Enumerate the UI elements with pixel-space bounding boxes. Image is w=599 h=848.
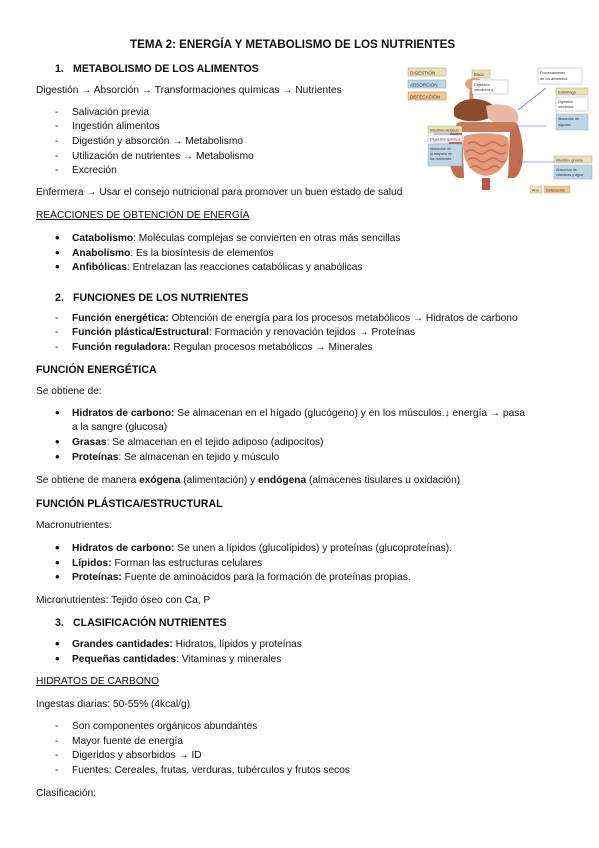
svg-text:ABSORCIÓN: ABSORCIÓN [410,82,438,88]
energetic-function-heading: FUNCIÓN ENERGÉTICA [36,364,157,376]
bullet-item: • Grasas: Se almacenan en el tejido adiposo (adipocitos) [72,437,323,448]
section-1-number: 1. [55,63,64,75]
svg-text:DEFECACIÓN: DEFECACIÓN [410,94,441,100]
bullet-item: • Catabolismo: Moléculas complejas se convierten en otras más sencillas [72,233,400,244]
bullet-item: • Anfibólicas: Entrelazan las reacciones catabólicas y anabólicas [72,262,363,273]
list-item: - Mayor fuente de energía [72,736,183,747]
classification-label: Clasificación: [36,788,97,799]
bullet-item: • Hidratos de carbono: Se almacenan en el hígado (glucógeno) y en los músculos.↓ energía → pasa [72,408,525,419]
bullet-item: • Proteínas: Se almacenan en tejido y músculo [72,452,279,463]
svg-text:Intestino delgado: Intestino delgado [430,128,459,133]
svg-text:mecánica: mecánica [558,105,574,109]
bullet-item: • Proteínas: Fuente de aminoácidos para la formación de proteínas propias. [72,572,411,583]
list-item: - Fuentes: Cereales, frutas, verduras, tubérculos y frutos secos [72,765,350,776]
list-item: - Digeridos y absorbidos → ID [72,750,202,761]
macronutrients-label: Macronutrientes: [36,520,112,531]
svg-text:Ano: Ano [532,188,539,193]
section-3-number: 3. [55,617,64,629]
svg-text:la mayoría de: la mayoría de [430,152,452,156]
svg-text:Digestión química: Digestión química [430,137,461,142]
svg-text:DIGESTIÓN: DIGESTIÓN [410,70,436,76]
svg-text:Intestino grueso: Intestino grueso [556,158,584,163]
svg-text:los nutrientes: los nutrientes [430,157,452,161]
svg-text:Absorción de: Absorción de [558,117,579,121]
bullet-item: • Lípidos: Forman las estructuras celulares [72,558,262,569]
digestive-system-figure [406,66,596,196]
carbohydrates-heading: HIDRATOS DE CARBONO [36,676,160,687]
list-item: - Función energética: Obtención de energía para los procesos metabólicos → Hidratos de carbono [72,313,518,324]
svg-text:Boca: Boca [474,72,484,77]
bullet-continuation: a la sangre (glucosa) [72,422,168,433]
list-item: - Ingestión alimentos [72,121,160,132]
section-2-heading: FUNCIONES DE LOS NUTRIENTES [73,292,249,304]
nurse-note: Enfermera → Usar el consejo nutricional para promover un buen estado de salud [36,187,403,198]
section-3-heading: CLASIFICACIÓN NUTRIENTES [73,617,227,629]
energy-source-note: Se obtiene de manera exógena (alimentación) y endógena (almacenes tisulares u oxidación) [36,475,461,486]
svg-text:de los alimentos: de los alimentos [540,77,568,81]
section-2-number: 2. [55,292,64,304]
bullet-item: • Grandes cantidades: Hidratos, lípidos y proteínas [72,639,302,650]
reactions-heading: REACCIONES DE OBTENCIÓN DE ENERGÍA [36,210,250,221]
plastic-function-heading: FUNCIÓN PLÁSTICA/ESTRUCTURAL [36,498,223,510]
list-item: - Utilización de nutrientes → Metabolismo [72,151,254,162]
svg-text:Digestión: Digestión [474,83,490,87]
section-1-heading: METABOLISMO DE LOS ALIMENTOS [73,63,259,75]
list-item: - Función plástica/Estructural: Formación y renovación tejidos → Proteínas [72,327,415,338]
svg-text:Absorción de: Absorción de [556,168,577,172]
svg-text:Procesamiento: Procesamiento [540,71,566,75]
page-title: TEMA 2: ENERGÍA Y METABOLISMO DE LOS NUTRIENTES [130,38,456,51]
svg-text:vitaminas y agua: vitaminas y agua [556,173,583,177]
svg-text:mecánica y: mecánica y [474,88,494,92]
daily-intake: Ingestas diarias: 50-55% (4kcal/g) [36,699,191,710]
digestive-system-illustration [406,66,596,196]
svg-text:Estómago: Estómago [558,89,577,95]
micronutrients-note: Micronutrientes: Tejido óseo con Ca, P [36,595,211,606]
bullet-item: • Anabolismo: Es la biosíntesis de elementos [72,248,274,259]
energetic-intro: Se obtiene de: [36,386,102,397]
bullet-item: • Hidratos de carbono: Se unen a lípidos (glucolípidos) y proteínas (glucoproteínas). [72,543,452,554]
svg-text:Absorción de: Absorción de [430,147,451,151]
list-item: - Salivación previa [72,107,149,118]
list-item: - Digestión y absorción → Metabolismo [72,136,243,147]
bullet-item: • Pequeñas cantidades: Vitaminas y minerales [72,654,281,665]
digestion-flow: Digestión → Absorción → Transformaciones químicas → Nutrientes [36,85,342,96]
svg-text:algunas: algunas [558,123,571,127]
svg-text:Digestión: Digestión [558,100,573,104]
list-item: - Excreción [72,165,117,176]
list-item: - Función reguladora: Regulan procesos metabólicos → Minerales [72,342,373,353]
list-item: - Son componentes orgánicos abundantes [72,721,257,732]
svg-text:Defecación: Defecación [546,188,565,193]
